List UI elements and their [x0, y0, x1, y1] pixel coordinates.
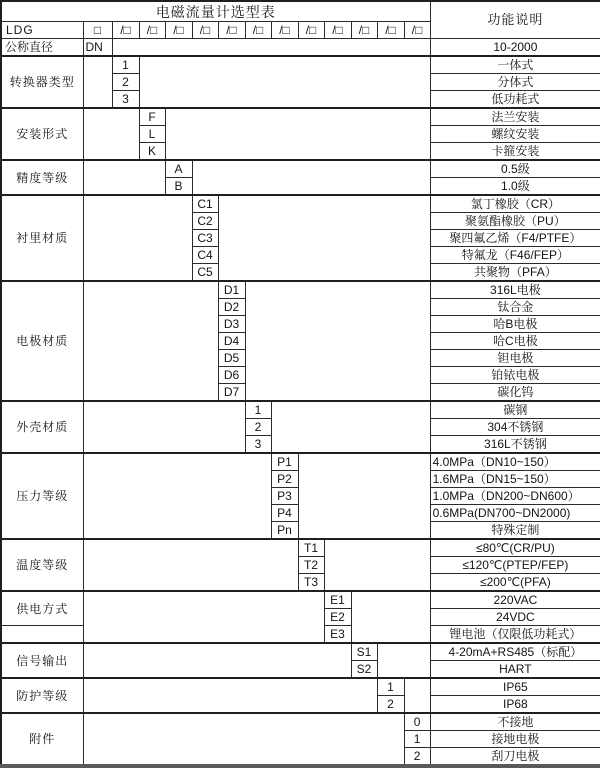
option-desc-cell: IP68 — [430, 696, 600, 714]
function-description-header: 功能说明 — [430, 1, 600, 39]
category-label: 信号输出 — [1, 643, 83, 678]
option-desc-cell: 1.6MPa（DN15~150） — [430, 471, 600, 488]
model-slot-cell: /□ — [377, 22, 404, 39]
table-row — [1, 108, 600, 126]
option-code-cell: P4 — [271, 505, 298, 522]
option-code-cell: E2 — [324, 609, 351, 626]
gap-cell — [298, 453, 430, 539]
option-desc-cell: 0.6MPa(DN700~DN2000) — [430, 505, 600, 522]
option-desc-cell: 聚氨酯橡胶（PU） — [430, 213, 600, 230]
model-slot-cell: /□ — [324, 22, 351, 39]
option-code-cell: 3 — [245, 436, 271, 454]
option-code-cell: P2 — [271, 471, 298, 488]
gap-cell — [83, 591, 324, 643]
option-desc-cell: 低功耗式 — [430, 91, 600, 109]
option-desc-cell: 氯丁橡胶（CR） — [430, 195, 600, 213]
option-code-cell: E3 — [324, 626, 351, 644]
category-label: 防护等级 — [1, 678, 83, 713]
option-code-cell: 1 — [245, 401, 271, 419]
gap-cell — [192, 160, 430, 195]
model-box-cell: □ — [83, 22, 112, 39]
option-code-cell: B — [165, 178, 192, 196]
option-desc-cell: 法兰安装 — [430, 108, 600, 126]
model-slot-cell: /□ — [351, 22, 377, 39]
option-code-cell: 2 — [112, 74, 139, 91]
table-row — [1, 401, 600, 419]
option-desc-cell: 螺纹安装 — [430, 126, 600, 143]
option-desc-cell: 碳钢 — [430, 401, 600, 419]
gap-cell — [404, 678, 430, 713]
option-desc-cell: IP65 — [430, 678, 600, 696]
option-code-cell: C4 — [192, 247, 218, 264]
option-desc-cell: HART — [430, 661, 600, 679]
option-code-cell: 1 — [404, 731, 430, 748]
option-code-cell: D7 — [218, 384, 245, 402]
option-code-cell: T3 — [298, 574, 324, 592]
gap-cell — [351, 591, 430, 643]
option-desc-cell: 1.0级 — [430, 178, 600, 196]
table-row — [1, 643, 600, 661]
option-code-cell: K — [139, 143, 165, 161]
model-slot-cell: /□ — [271, 22, 298, 39]
table-row — [1, 281, 600, 299]
option-code-cell: S2 — [351, 661, 377, 679]
gap-cell — [83, 281, 218, 401]
option-desc-cell: 共聚物（PFA） — [430, 264, 600, 282]
option-code-cell: E1 — [324, 591, 351, 609]
gap-cell — [271, 401, 430, 453]
option-code-cell: C3 — [192, 230, 218, 247]
option-code-cell: 1 — [112, 56, 139, 74]
gap-cell — [83, 453, 271, 539]
category-label: 转换器类型 — [1, 56, 83, 108]
option-desc-cell: 316L不锈钢 — [430, 436, 600, 454]
category-label-empty — [1, 626, 83, 644]
option-code-cell: P1 — [271, 453, 298, 471]
option-desc-cell: 聚四氟乙烯（F4/PTFE） — [430, 230, 600, 247]
option-desc-cell: 4.0MPa（DN10~150） — [430, 453, 600, 471]
option-code-cell: D1 — [218, 281, 245, 299]
option-code-cell: 0 — [404, 713, 430, 731]
gap-cell — [139, 56, 430, 108]
table-title: 电磁流量计选型表 — [1, 1, 430, 22]
option-code-cell: C2 — [192, 213, 218, 230]
gap-cell — [83, 108, 139, 160]
gap-cell — [83, 643, 351, 678]
option-code-cell: 1 — [377, 678, 404, 696]
option-desc-cell: 锂电池（仅限低功耗式） — [430, 626, 600, 644]
option-desc-cell: 特氟龙（F46/FEP） — [430, 247, 600, 264]
table-row — [1, 56, 600, 74]
option-code-cell: D6 — [218, 367, 245, 384]
option-code-cell: Pn — [271, 522, 298, 540]
gap-cell — [324, 539, 430, 591]
gap-cell — [377, 643, 430, 678]
option-code-cell: D5 — [218, 350, 245, 367]
model-prefix: LDG — [1, 22, 83, 39]
option-code-cell: D2 — [218, 299, 245, 316]
option-desc-cell: 特殊定制 — [430, 522, 600, 540]
option-code-cell: 2 — [245, 419, 271, 436]
gap-cell — [83, 160, 165, 195]
option-desc-cell: 卡箍安装 — [430, 143, 600, 161]
option-desc-cell: 4-20mA+RS485（标配） — [430, 643, 600, 661]
option-desc-cell: 304不锈钢 — [430, 419, 600, 436]
table-row — [1, 160, 600, 178]
gap-cell — [245, 281, 430, 401]
gap-cell — [83, 678, 377, 713]
option-desc-cell: ≤120℃(PTEP/FEP) — [430, 557, 600, 574]
gap-cell — [83, 713, 404, 766]
category-label: 供电方式 — [1, 591, 83, 626]
category-label: 温度等级 — [1, 539, 83, 591]
option-desc-cell: 0.5级 — [430, 160, 600, 178]
gap-cell — [165, 108, 430, 160]
model-slot-cell: /□ — [245, 22, 271, 39]
option-desc-cell: 1.0MPa（DN200~DN600） — [430, 488, 600, 505]
option-code-cell: P3 — [271, 488, 298, 505]
option-code-cell: S1 — [351, 643, 377, 661]
category-label: 安装形式 — [1, 108, 83, 160]
model-slot-cell: /□ — [139, 22, 165, 39]
option-desc-cell: 一体式 — [430, 56, 600, 74]
option-code-cell: D3 — [218, 316, 245, 333]
option-desc-cell: 哈B电极 — [430, 316, 600, 333]
table-row — [1, 539, 600, 557]
option-desc-cell: 钽电极 — [430, 350, 600, 367]
category-label: 压力等级 — [1, 453, 83, 539]
option-code-cell: C1 — [192, 195, 218, 213]
option-code-cell: 3 — [112, 91, 139, 109]
option-desc-cell: 刮刀电极 — [430, 748, 600, 767]
table-row — [1, 453, 600, 471]
gap-cell — [83, 539, 298, 591]
option-code-cell: DN — [83, 39, 112, 57]
category-label: 衬里材质 — [1, 195, 83, 281]
model-slot-cell: /□ — [218, 22, 245, 39]
option-code-cell: 2 — [404, 748, 430, 767]
option-desc-cell: 钛合金 — [430, 299, 600, 316]
diameter-row — [1, 39, 600, 57]
model-slot-cell: /□ — [165, 22, 192, 39]
option-desc-cell: 分体式 — [430, 74, 600, 91]
option-code-cell: L — [139, 126, 165, 143]
model-slot-cell: /□ — [192, 22, 218, 39]
gap-cell — [218, 195, 430, 281]
option-desc-cell: 24VDC — [430, 609, 600, 626]
gap-cell — [83, 195, 192, 281]
option-code-cell: 2 — [377, 696, 404, 714]
option-code-cell: F — [139, 108, 165, 126]
option-desc-cell: 10-2000 — [430, 39, 600, 57]
title-row — [1, 1, 600, 22]
table-row — [1, 195, 600, 213]
option-code-cell: A — [165, 160, 192, 178]
model-slot-cell: /□ — [112, 22, 139, 39]
gap-cell — [112, 39, 430, 57]
gap-cell — [83, 401, 245, 453]
model-slot-cell: /□ — [404, 22, 430, 39]
option-desc-cell: 316L电极 — [430, 281, 600, 299]
option-desc-cell: 不接地 — [430, 713, 600, 731]
option-desc-cell: 哈C电极 — [430, 333, 600, 350]
option-desc-cell: 碳化钨 — [430, 384, 600, 402]
table-row — [1, 678, 600, 696]
category-label: 公称直径 — [1, 39, 83, 57]
option-desc-cell: 220VAC — [430, 591, 600, 609]
category-label: 电极材质 — [1, 281, 83, 401]
option-code-cell: D4 — [218, 333, 245, 350]
category-label: 外壳材质 — [1, 401, 83, 453]
option-code-cell: T2 — [298, 557, 324, 574]
table-row — [1, 591, 600, 609]
category-label: 精度等级 — [1, 160, 83, 195]
option-code-cell: T1 — [298, 539, 324, 557]
category-label: 附件 — [1, 713, 83, 766]
model-slot-cell: /□ — [298, 22, 324, 39]
option-desc-cell: ≤80℃(CR/PU) — [430, 539, 600, 557]
option-desc-cell: 接地电极 — [430, 731, 600, 748]
option-desc-cell: 铂铱电极 — [430, 367, 600, 384]
option-code-cell: C5 — [192, 264, 218, 282]
option-desc-cell: ≤200℃(PFA) — [430, 574, 600, 592]
gap-cell — [83, 56, 112, 108]
